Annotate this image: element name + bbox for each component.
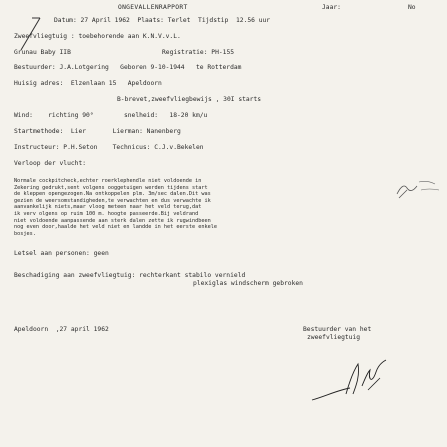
number-label: No (408, 4, 416, 11)
signatory-label-2: zweefvliegtuig (307, 334, 361, 341)
flight-course-line: Zekering gedrukt,sent volgens ooggetuigen werden tijdens start (14, 184, 208, 191)
launch-method-line: Startmethode: Lier Lierman: Nanenberg (14, 128, 181, 135)
report-title: ONGEVALLENRAPPORT (118, 4, 188, 11)
margin-sketch-icon (395, 178, 443, 202)
flight-course-line: Normale cockpitcheck,echter roerklephendle niet voldoende in (14, 178, 202, 184)
glider-owner-line: Zweefvliegtuig : toebehorende aan K.N.V.v.L. (14, 33, 181, 40)
flight-course-heading: Verloop der vlucht: (14, 160, 87, 167)
flight-course-line: de kleppen opengezogen.Na ontkoppelen plm. 3m/sec dalen.Dit was (14, 191, 211, 198)
registration: Registratie: PH-155 (162, 49, 235, 56)
damage-line-1: Beschadiging aan zweefvliegtuig: rechterkant stabilo vernield (14, 272, 246, 279)
licence-line: B-brevet,zweefvliegbewijs , 30I starts (117, 96, 262, 103)
instructor-line: Instructeur: P.H.Seton Technicus: C.J.v.Bekelen (14, 144, 204, 151)
flight-course-line: gezien de weersomstandigheden,te verwachten en dus verwachte ik (14, 197, 211, 204)
address-line: Huisig adres: Elzenlaan 15 Apeldoorn (14, 80, 162, 87)
signatory-label-1: Bestuurder van het (303, 326, 372, 333)
pilot-signature (306, 350, 406, 410)
glider-type: Grunau Baby IIB (14, 49, 71, 56)
wind-line: Wind: richting 90° snelheid: 18-20 km/u (14, 112, 208, 119)
flight-course-line: aanvankelijk niets,maar vloog meteen naar het veld terug,dat (14, 204, 202, 211)
place-date: Apeldoorn ,27 april 1962 (14, 326, 109, 333)
flight-course-line: ik verv olgens op ruim 100 m. hoogte passeerde.Bij veldrand (14, 211, 199, 217)
year-label: Jaar: (322, 4, 341, 11)
flight-course-line: niet voldoende aanpassende aan sterk dalen zette ik rugwindbeen (14, 217, 211, 224)
flight-course-line: nog even door,haalde het veld niet en landde in het eerste enkele (14, 224, 218, 231)
damage-line-2: plexiglas windscherm gebroken (193, 280, 303, 287)
date-place-time-line: Datum: 27 April 1962 Plaats: Terlet Tijdstip 12.56 uur (54, 17, 271, 24)
injury-line: Letsel aan personen: geen (14, 250, 109, 257)
pilot-line: Bestuurder: J.A.Lotgering Geboren 9-10-1944 te Rotterdam (14, 64, 242, 71)
flight-course-line: bosjes. (14, 230, 36, 237)
